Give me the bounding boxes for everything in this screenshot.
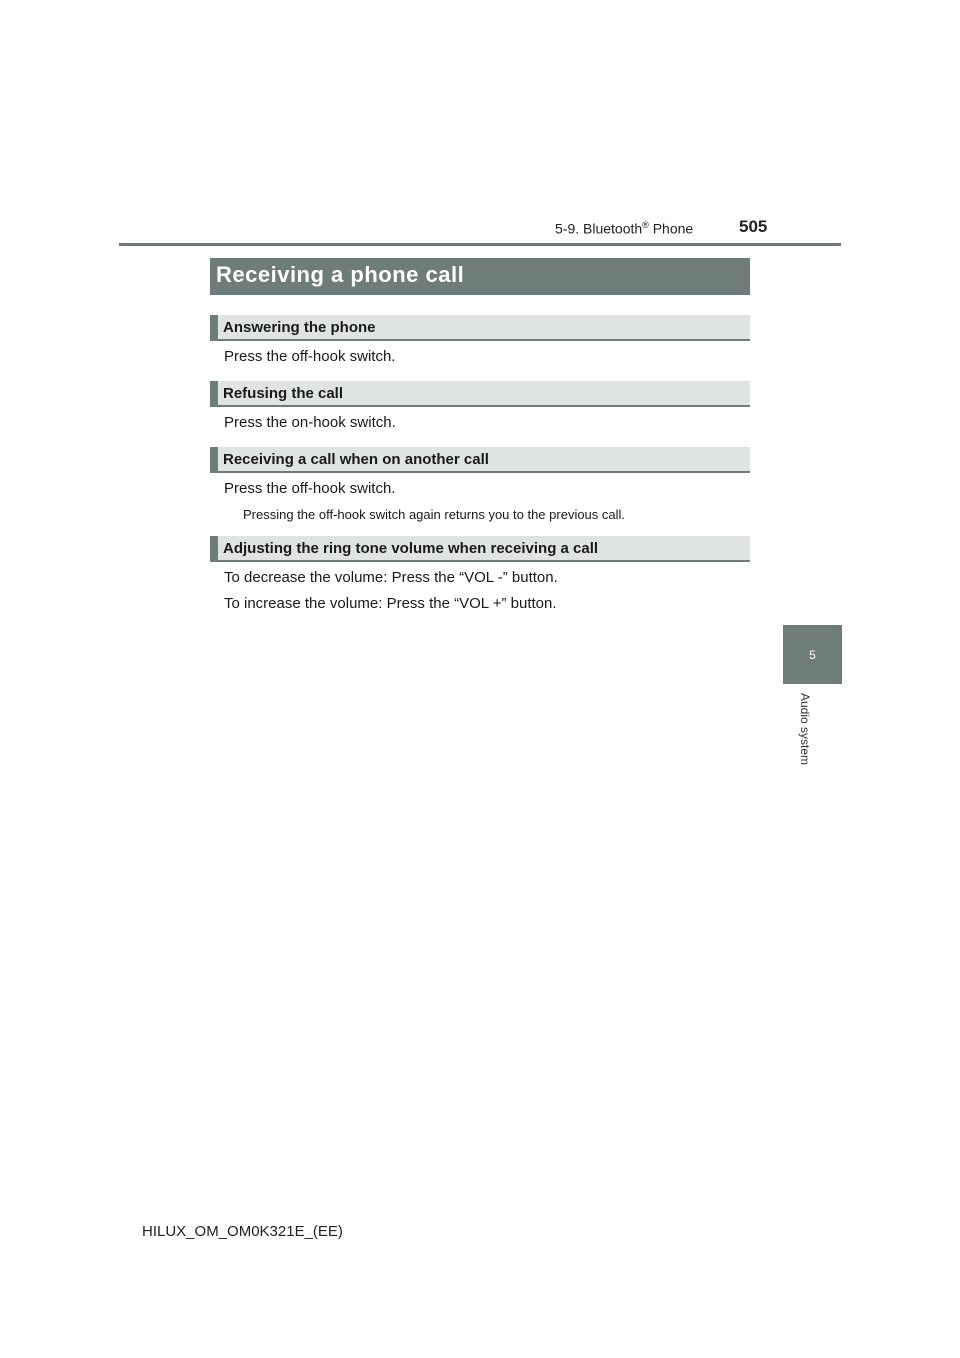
instruction-text: To decrease the volume: Press the “VOL -” button. [224,569,558,586]
subheading-ring-volume [210,536,750,562]
subheading-another-call [210,447,750,473]
section-prefix: 5-9. Bluetooth [555,220,643,237]
subheading-text: Refusing the call [223,385,344,402]
note-text: Pressing the off-hook switch again returns you to the previous call. [243,507,626,522]
chapter-number: 5 [809,647,816,662]
instruction-text: To increase the volume: Press the “VOL +” button. [224,595,557,612]
subheading-text: Adjusting the ring tone volume when receiving a call [223,540,599,557]
page-title-banner [210,258,750,295]
instruction-text: Press the off-hook switch. [224,480,396,497]
chapter-label: Audio system [798,693,812,766]
header-divider [119,243,841,246]
document-code: HILUX_OM_OM0K321E_(EE) [142,1223,343,1240]
subheading-text: Answering the phone [223,319,376,336]
instruction-text: Press the off-hook switch. [224,348,396,365]
registered-mark: ® [642,220,649,230]
subheading-text: Receiving a call when on another call [223,451,489,468]
section-breadcrumb [555,220,693,237]
section-suffix: Phone [648,220,694,237]
subheading-answering [210,315,750,341]
instruction-text: Press the on-hook switch. [224,414,396,431]
page-number: 505 [739,217,768,236]
chapter-tab [783,625,842,684]
subheading-refusing [210,381,750,407]
page-title: Receiving a phone call [216,262,465,287]
